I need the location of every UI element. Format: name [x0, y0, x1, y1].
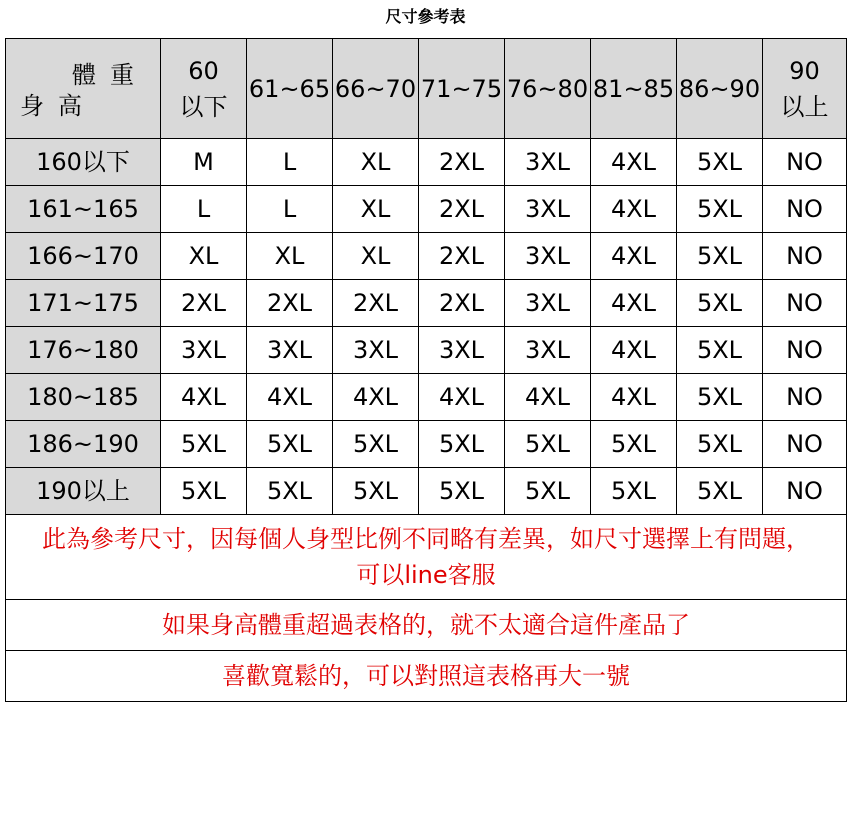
- size-cell: 2XL: [419, 186, 505, 233]
- height-range-cell: 161~165: [6, 186, 161, 233]
- size-cell: NO: [763, 233, 847, 280]
- size-cell: 5XL: [161, 468, 247, 515]
- page-title: 尺寸參考表: [385, 7, 466, 26]
- table-row: [6, 327, 847, 374]
- size-cell: L: [161, 186, 247, 233]
- size-cell: 5XL: [505, 421, 591, 468]
- size-cell: 5XL: [677, 421, 763, 468]
- table-row: [6, 374, 847, 421]
- size-cell: 4XL: [591, 280, 677, 327]
- height-range-cell: 160以下: [6, 139, 161, 186]
- size-cell: 5XL: [505, 468, 591, 515]
- size-cell: 5XL: [591, 421, 677, 468]
- size-cell: 3XL: [505, 139, 591, 186]
- weight-axis-label: 體重: [72, 61, 148, 89]
- size-cell: XL: [247, 233, 333, 280]
- size-cell: 3XL: [247, 327, 333, 374]
- weight-header-cell: 86~90: [677, 39, 763, 139]
- height-range-cell: 180~185: [6, 374, 161, 421]
- size-cell: 3XL: [505, 327, 591, 374]
- size-cell: 4XL: [333, 374, 419, 421]
- size-cell: NO: [763, 374, 847, 421]
- weight-header-row: [6, 39, 847, 139]
- note-row: [6, 600, 847, 651]
- size-cell: 4XL: [591, 233, 677, 280]
- size-cell: 2XL: [161, 280, 247, 327]
- size-cell: 4XL: [591, 186, 677, 233]
- size-cell: 5XL: [591, 468, 677, 515]
- size-cell: 5XL: [161, 421, 247, 468]
- size-cell: 2XL: [333, 280, 419, 327]
- note-text: 此為參考尺寸，因每個人身型比例不同略有差異，如尺寸選擇上有問題，可以line客服: [6, 515, 847, 600]
- size-cell: L: [247, 186, 333, 233]
- size-cell: NO: [763, 468, 847, 515]
- size-cell: 4XL: [419, 374, 505, 421]
- height-axis-label: 身高: [20, 92, 96, 120]
- size-cell: 4XL: [591, 374, 677, 421]
- height-range-cell: 176~180: [6, 327, 161, 374]
- weight-header-qualifier: 以上: [780, 92, 829, 121]
- size-cell: NO: [763, 327, 847, 374]
- table-row: [6, 421, 847, 468]
- size-cell: XL: [161, 233, 247, 280]
- size-cell: 2XL: [419, 139, 505, 186]
- size-cell: 5XL: [677, 374, 763, 421]
- table-row: [6, 233, 847, 280]
- size-cell: 4XL: [591, 327, 677, 374]
- weight-header-cell: 71~75: [419, 39, 505, 139]
- weight-header-qualifier: 以下: [179, 92, 228, 121]
- size-cell: 3XL: [333, 327, 419, 374]
- size-cell: NO: [763, 421, 847, 468]
- height-range-cell: 186~190: [6, 421, 161, 468]
- note-text: 喜歡寬鬆的，可以對照這表格再大一號: [6, 651, 847, 702]
- height-range-cell: 166~170: [6, 233, 161, 280]
- size-cell: 5XL: [333, 421, 419, 468]
- size-cell: 5XL: [419, 421, 505, 468]
- size-cell: 4XL: [505, 374, 591, 421]
- height-range-cell: 190以上: [6, 468, 161, 515]
- size-cell: 5XL: [677, 468, 763, 515]
- size-cell: XL: [333, 139, 419, 186]
- weight-header-cell: 61~65: [247, 39, 333, 139]
- size-cell: NO: [763, 186, 847, 233]
- size-cell: 3XL: [505, 280, 591, 327]
- size-cell: NO: [763, 280, 847, 327]
- height-range-cell: 171~175: [6, 280, 161, 327]
- size-cell: 5XL: [677, 233, 763, 280]
- weight-header-cell: 76~80: [505, 39, 591, 139]
- note-text: 如果身高體重超過表格的，就不太適合這件產品了: [6, 600, 847, 651]
- size-cell: 4XL: [591, 139, 677, 186]
- size-chart-table: [5, 38, 847, 702]
- table-row: [6, 186, 847, 233]
- table-row: [6, 468, 847, 515]
- size-cell: 5XL: [677, 186, 763, 233]
- size-cell: L: [247, 139, 333, 186]
- size-cell: 3XL: [505, 233, 591, 280]
- weight-header-value: 60: [188, 56, 219, 85]
- size-cell: XL: [333, 233, 419, 280]
- size-cell: 3XL: [419, 327, 505, 374]
- size-cell: 5XL: [247, 468, 333, 515]
- note-row: [6, 515, 847, 600]
- size-cell: 5XL: [677, 139, 763, 186]
- size-cell: 5XL: [247, 421, 333, 468]
- weight-header-cell: 81~85: [591, 39, 677, 139]
- size-cell: 2XL: [419, 233, 505, 280]
- weight-header-cell: [763, 39, 847, 139]
- size-cell: XL: [333, 186, 419, 233]
- size-cell: M: [161, 139, 247, 186]
- corner-cell: [6, 39, 161, 139]
- size-cell: 3XL: [161, 327, 247, 374]
- size-cell: 5XL: [333, 468, 419, 515]
- size-cell: NO: [763, 139, 847, 186]
- weight-header-cell: [161, 39, 247, 139]
- weight-header-value: 90: [789, 56, 820, 85]
- weight-header-cell: 66~70: [333, 39, 419, 139]
- note-row: [6, 651, 847, 702]
- size-cell: 2XL: [247, 280, 333, 327]
- size-cell: 4XL: [161, 374, 247, 421]
- size-cell: 5XL: [677, 280, 763, 327]
- size-cell: 2XL: [419, 280, 505, 327]
- size-cell: 5XL: [419, 468, 505, 515]
- size-cell: 5XL: [677, 327, 763, 374]
- size-cell: 4XL: [247, 374, 333, 421]
- size-cell: 3XL: [505, 186, 591, 233]
- table-row: [6, 280, 847, 327]
- table-row: [6, 139, 847, 186]
